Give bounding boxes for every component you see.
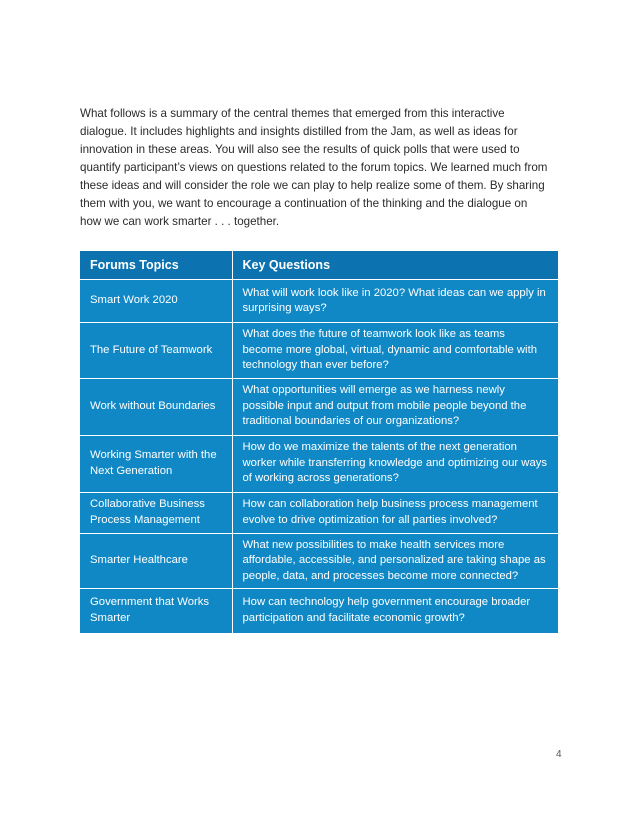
question-cell: What new possibilities to make health services more affordable, accessible, and personalized are taking shape as people, data, and processes become more connected?	[232, 533, 558, 589]
table-header-row	[80, 251, 558, 280]
forum-topics-table	[80, 251, 558, 633]
table-row	[80, 323, 558, 379]
column-header-topics: Forums Topics	[80, 251, 232, 280]
question-cell: How can technology help government encourage broader participation and facilitate economic growth?	[232, 589, 558, 633]
table-row	[80, 378, 558, 435]
page-number: 4	[556, 749, 562, 760]
table-row	[80, 589, 558, 633]
question-cell: What does the future of teamwork look like as teams become more global, virtual, dynamic and comfortable with technology than ever before?	[232, 323, 558, 379]
question-cell: What opportunities will emerge as we harness newly possible input and output from mobile people beyond the traditional boundaries of our organizations?	[232, 378, 558, 435]
question-cell: How do we maximize the talents of the next generation worker while transferring knowledge and optimizing our ways of working across generations?	[232, 435, 558, 492]
topic-cell: Working Smarter with the Next Generation	[80, 435, 232, 492]
table-row	[80, 533, 558, 589]
table-row	[80, 280, 558, 323]
topic-cell: Collaborative Business Process Management	[80, 492, 232, 533]
table-row	[80, 492, 558, 533]
topic-cell: The Future of Teamwork	[80, 323, 232, 379]
intro-paragraph: What follows is a summary of the central themes that emerged from this interactive dialogue. It includes highlights and insights distilled from the Jam, as well as ideas for innovation in these areas. You will also see the results of quick polls that were used to quantify participant’s views on questions related to the forum topics. We learned much from these ideas and will consider the role we can play to help realize some of them. By sharing them with you, we want to encourage a continuation of the thinking and the dialogue on how we can work smarter . . . together.	[80, 107, 548, 228]
topic-cell: Smart Work 2020	[80, 280, 232, 323]
question-cell: What will work look like in 2020? What ideas can we apply in surprising ways?	[232, 280, 558, 323]
table-row	[80, 435, 558, 492]
topic-cell: Work without Boundaries	[80, 378, 232, 435]
topic-cell: Government that Works Smarter	[80, 589, 232, 633]
column-header-questions: Key Questions	[232, 251, 558, 280]
question-cell: How can collaboration help business process management evolve to drive optimization for all parties involved?	[232, 492, 558, 533]
topic-cell: Smarter Healthcare	[80, 533, 232, 589]
